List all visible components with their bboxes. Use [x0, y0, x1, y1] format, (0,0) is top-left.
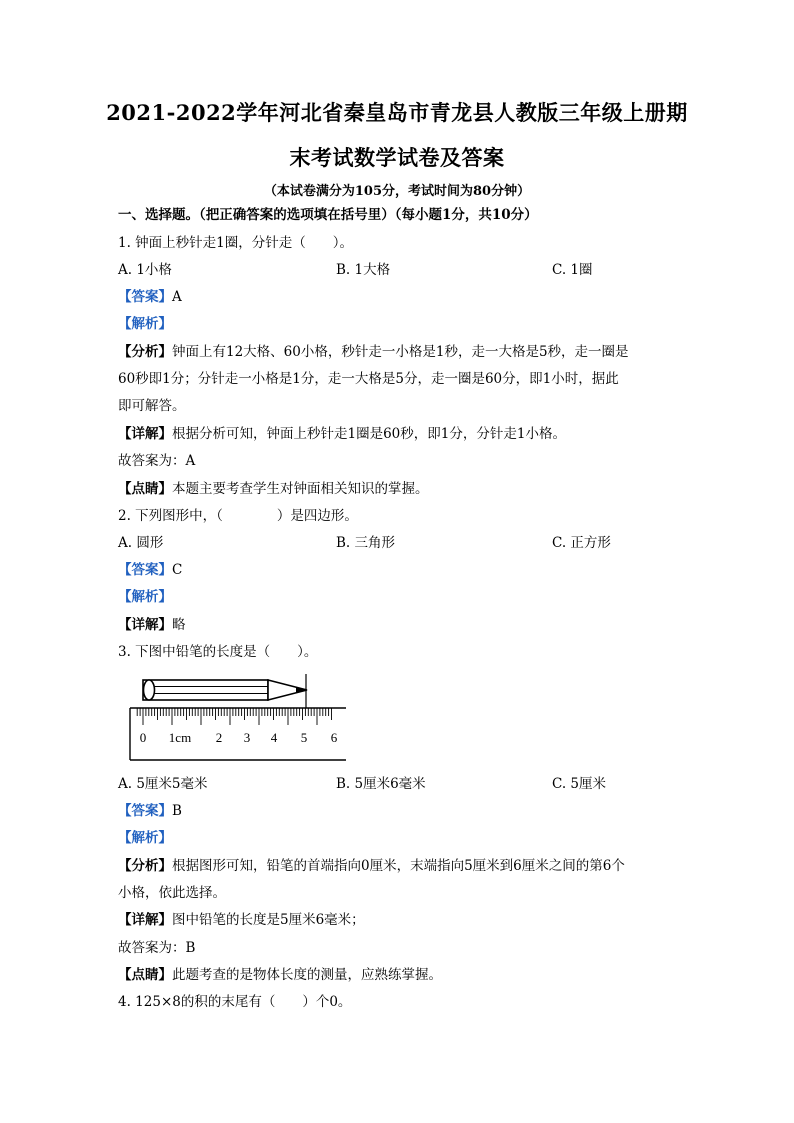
q1-detail-text: 根据分析可知，钟面上秒针走1圈是60秒，即1分，分针走1小格。: [172, 426, 566, 442]
q2-option-b: B. 三角形: [336, 535, 396, 551]
doc-title-line2: 末考试数学试卷及答案: [289, 145, 505, 170]
fenxi-tag: 【分析】: [118, 344, 172, 360]
q2-option-a: A. 圆形: [118, 535, 164, 551]
detail-tag: 【详解】: [118, 426, 172, 442]
q3-detail: [118, 912, 365, 928]
ruler: [130, 708, 346, 760]
analysis-tag: 【解析】: [118, 830, 172, 846]
q2-analysis: [118, 589, 172, 605]
pencil-icon: [143, 680, 307, 700]
q3-analysis: [118, 830, 172, 846]
dianjing-tag: 【点睛】: [118, 967, 172, 983]
q3-option-c: C. 5厘米: [552, 776, 607, 792]
q1-fenxi-line3: 即可解答。: [118, 398, 186, 414]
q2-option-c: C. 正方形: [552, 535, 611, 551]
detail-tag: 【详解】: [118, 617, 172, 633]
q1-option-c: C. 1圈: [552, 262, 593, 278]
q1-fenxi-line1: [118, 344, 629, 360]
answer-tag: 【答案】: [118, 562, 172, 578]
q3-detail-text: 图中铅笔的长度是5厘米6毫米；: [172, 912, 365, 928]
q3-answer-value: B: [172, 803, 182, 819]
q2-detail: [118, 617, 186, 633]
q4-stem: 4. 125×8的积的末尾有（ ）个0。: [118, 994, 352, 1010]
q1-analysis: [118, 316, 172, 332]
dianjing-tag: 【点睛】: [118, 481, 172, 497]
q2-detail-text: 略: [172, 617, 186, 633]
answer-tag: 【答案】: [118, 289, 172, 305]
q1-final: 故答案为：A: [118, 453, 196, 469]
ruler-tick-label: 6: [330, 730, 338, 745]
exam-note: （本试卷满分为105分，考试时间为80分钟）: [263, 184, 531, 199]
q3-dianjing: [118, 967, 442, 983]
doc-title-line1: 2021-2022学年河北省秦皇岛市青龙县人教版三年级上册期: [106, 100, 688, 125]
ruler-tick-label: 2: [215, 730, 223, 745]
q1-option-a: A. 1小格: [118, 262, 172, 278]
q3-option-a: A. 5厘米5毫米: [118, 776, 208, 792]
ruler-tick-label: 1cm: [168, 730, 192, 745]
analysis-tag: 【解析】: [118, 589, 172, 605]
q1-option-b: B. 1大格: [336, 262, 391, 278]
ruler-tick-label: 4: [270, 730, 278, 745]
detail-tag: 【详解】: [118, 912, 172, 928]
q1-dianjing-text: 本题主要考查学生对钟面相关知识的掌握。: [172, 481, 429, 497]
answer-tag: 【答案】: [118, 803, 172, 819]
q3-final: 故答案为：B: [118, 940, 196, 956]
q2-answer-value: C: [172, 562, 183, 578]
q1-answer: [118, 289, 182, 305]
pencil-ruler-figure: [128, 672, 348, 764]
fenxi-tag: 【分析】: [118, 858, 172, 874]
q3-fenxi-line1: [118, 858, 625, 874]
q3-dianjing-text: 此题考查的是物体长度的测量，应熟练掌握。: [172, 967, 442, 983]
ruler-tick-label: 0: [139, 730, 147, 745]
ruler-tick-label: 5: [300, 730, 308, 745]
q1-fenxi-line2: 60秒即1分；分针走一小格是1分，走一大格是5分，走一圈是60分，即1小时，据此: [118, 371, 619, 387]
q1-stem: 1. 钟面上秒针走1圈，分针走（ ）。: [118, 235, 354, 251]
q1-answer-value: A: [172, 289, 182, 305]
q3-option-b: B. 5厘米6毫米: [336, 776, 426, 792]
q3-fenxi-text1: 根据图形可知，铅笔的首端指向0厘米，末端指向5厘米到6厘米之间的第6个: [172, 858, 625, 874]
q2-answer: [118, 562, 182, 578]
q3-fenxi-line2: 小格，依此选择。: [118, 885, 226, 901]
q1-fenxi-text1: 钟面上有12大格、60小格，秒针走一小格是1秒，走一大格是5秒，走一圈是: [172, 344, 629, 360]
ruler-tick-labels: [140, 730, 338, 745]
q3-answer: [118, 803, 182, 819]
ruler-tick-label: 3: [243, 730, 251, 745]
q3-stem: 3. 下图中铅笔的长度是（ ）。: [118, 644, 318, 660]
analysis-tag: 【解析】: [118, 316, 172, 332]
q2-stem: 2. 下列图形中，（ ）是四边形。: [118, 508, 358, 524]
q1-detail: [118, 426, 566, 442]
section1-heading: 一、选择题。（把正确答案的选项填在括号里）（每小题1分，共10分）: [118, 207, 538, 223]
q1-dianjing: [118, 481, 429, 497]
ruler-ticks: [137, 708, 331, 725]
